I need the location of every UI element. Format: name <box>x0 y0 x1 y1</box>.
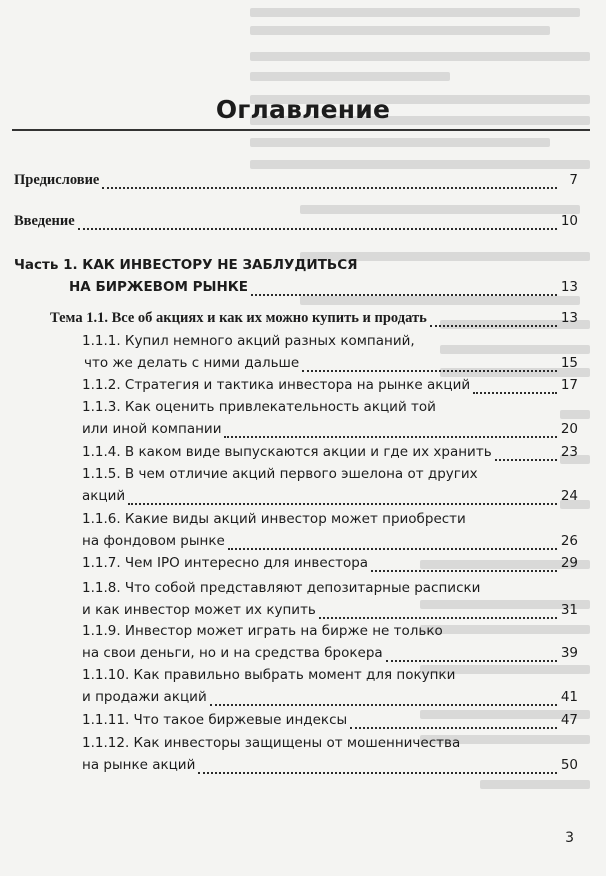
dot-leader <box>350 711 557 729</box>
toc-entry-1-1-2[interactable] <box>82 377 578 399</box>
toc-entry-title: Предисловие <box>14 172 100 188</box>
dot-leader <box>473 376 557 394</box>
toc-entry-1-1-11[interactable] <box>82 712 578 734</box>
toc-entry-1-1-9[interactable] <box>82 623 578 667</box>
dot-leader <box>78 212 557 230</box>
toc-entry-title-line: и как инвестор может их купить <box>82 602 316 618</box>
toc-entry-title: 1.1.7. Чем IPO интересно для инвестора <box>82 555 369 571</box>
toc-page-number: 13 <box>560 310 578 326</box>
dot-leader <box>319 601 557 619</box>
toc-entry-title-line: 1.1.1. Купил немного акций разных компаний, <box>82 333 415 349</box>
dot-leader <box>198 756 557 774</box>
toc-page-number: 39 <box>560 645 578 661</box>
toc-entry-1-1-6[interactable] <box>82 511 578 555</box>
toc-entry-title-line: 1.1.3. Как оценить привлекательность акций той <box>82 399 436 415</box>
dot-leader <box>371 554 557 572</box>
toc-page-number: 31 <box>560 602 578 618</box>
toc-entry-1-1-7[interactable] <box>82 555 578 577</box>
toc-page-number: 13 <box>560 279 578 295</box>
toc-entry-title-line: или иной компании <box>82 421 222 437</box>
toc-entry-1-1-3[interactable] <box>82 399 578 443</box>
title-rule <box>12 129 590 131</box>
toc-page-number: 47 <box>560 712 578 728</box>
toc-page-number: 50 <box>560 757 578 773</box>
toc-page-number: 23 <box>560 444 578 460</box>
toc-page-number: 29 <box>560 555 578 571</box>
dot-leader <box>495 443 557 461</box>
dot-leader <box>102 171 557 189</box>
toc-entry-1-1-10[interactable] <box>82 667 578 711</box>
toc-page-number: 15 <box>560 355 578 371</box>
dot-leader <box>228 532 557 550</box>
toc-entry-1-1-1[interactable] <box>82 333 578 377</box>
toc-entry-part-1[interactable] <box>14 257 578 301</box>
dot-leader <box>386 644 557 662</box>
toc-entry-title-line: Часть 1. КАК ИНВЕСТОРУ НЕ ЗАБЛУДИТЬСЯ <box>14 257 358 273</box>
toc-entry-title-line: 1.1.6. Какие виды акций инвестор может приобрести <box>82 511 466 527</box>
dot-leader <box>224 420 557 438</box>
dot-leader <box>251 278 557 296</box>
toc-page-number: 17 <box>560 377 578 393</box>
toc-entry-title-line: 1.1.5. В чем отличие акций первого эшелона от других <box>82 466 478 482</box>
toc-page-number: 10 <box>560 213 578 229</box>
dot-leader <box>302 354 557 372</box>
toc-entry-introduction[interactable] <box>14 213 578 235</box>
toc-entry-title: Тема 1.1. Все об акциях и как их можно купить и продать <box>50 310 427 326</box>
toc-entry-topic-1-1[interactable] <box>50 310 578 332</box>
toc-entry-title-line: на рынке акций <box>82 757 196 773</box>
toc-entry-title-line: что же делать с ними дальше <box>84 355 300 371</box>
toc-entry-title: 1.1.4. В каком виде выпускаются акции и где их хранить <box>82 444 492 460</box>
toc-page-number: 7 <box>569 172 578 188</box>
toc-entry-title-line: 1.1.10. Как правильно выбрать момент для покупки <box>82 667 456 683</box>
toc-page-number: 26 <box>560 533 578 549</box>
toc-entry-preface[interactable] <box>14 172 578 194</box>
dot-leader <box>210 688 557 706</box>
dot-leader <box>128 487 557 505</box>
toc-entry-title-line: 1.1.9. Инвестор может играть на бирже не только <box>82 623 443 639</box>
dot-leader <box>430 309 557 327</box>
toc-entry-title-line: на свои деньги, но и на средства брокера <box>82 645 383 661</box>
toc-page-number: 24 <box>560 488 578 504</box>
toc-entry-1-1-12[interactable] <box>82 735 578 779</box>
toc-entry-title-line: акций <box>82 488 126 504</box>
toc-entry-title-line: НА БИРЖЕВОМ РЫНКЕ <box>69 279 249 295</box>
toc-page-number: 41 <box>560 689 578 705</box>
toc-entry-title-line: на фондовом рынке <box>82 533 225 549</box>
page-title: Оглавление <box>215 95 391 124</box>
toc-entry-title-line: 1.1.8. Что собой представляют депозитарные расписки <box>82 580 481 596</box>
toc-entry-title-line: 1.1.12. Как инвесторы защищены от мошенничества <box>82 735 461 751</box>
toc-entry-1-1-5[interactable] <box>82 466 578 510</box>
toc-entry-title: Введение <box>14 213 75 229</box>
toc-entry-1-1-4[interactable] <box>82 444 578 466</box>
toc-entry-title: 1.1.2. Стратегия и тактика инвестора на рынке акций <box>82 377 471 393</box>
toc-entry-title-line: и продажи акций <box>82 689 207 705</box>
toc-page-number: 20 <box>560 421 578 437</box>
toc-entry-1-1-8[interactable] <box>82 580 578 624</box>
page-number: 3 <box>565 830 574 846</box>
toc-entry-title: 1.1.11. Что такое биржевые индексы <box>82 712 348 728</box>
